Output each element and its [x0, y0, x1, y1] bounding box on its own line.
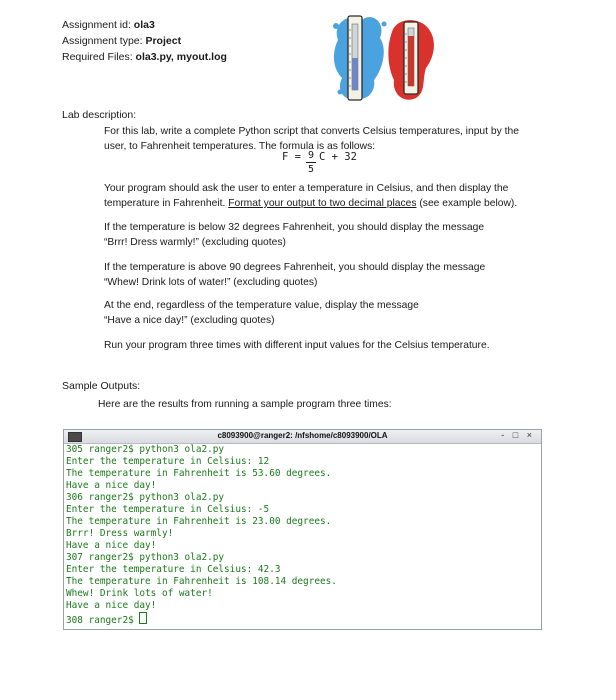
lab-end-paragraph	[104, 298, 544, 328]
terminal-window	[63, 429, 542, 630]
assignment-type	[62, 35, 181, 47]
formula-denominator: 5	[307, 164, 315, 175]
assignment-type-value: Project	[145, 35, 182, 47]
formula	[282, 151, 301, 163]
lab-ask-tail: (see example below).	[416, 198, 518, 209]
lab-below-line2: “Brrr! Dress warmly!” (excluding quotes)	[104, 237, 286, 248]
terminal-output	[64, 444, 541, 627]
formula-rhs: C + 32	[319, 151, 357, 163]
terminal-line: Enter the temperature in Celsius: -5	[66, 504, 270, 515]
lab-above-line1: If the temperature is above 90 degrees Fahrenheit, you should display the message	[104, 262, 486, 273]
required-files-value: ola3.py, myout.log	[135, 51, 227, 63]
sample-outputs-heading: Sample Outputs:	[62, 380, 141, 392]
lab-ask-paragraph	[104, 181, 544, 211]
lab-end-line2: “Have a nice day!” (excluding quotes)	[104, 315, 275, 326]
terminal-line: The temperature in Fahrenheit is 53.60 degrees.	[66, 468, 332, 479]
assignment-id-label: Assignment id:	[62, 19, 134, 31]
thermometers-icon	[330, 10, 440, 108]
terminal-line: The temperature in Fahrenheit is 108.14 degrees.	[66, 576, 337, 587]
terminal-line: 308 ranger2$	[66, 612, 541, 627]
terminal-line: Have a nice day!	[66, 600, 157, 611]
lab-ask-underlined: Format your output to two decimal places	[228, 198, 417, 209]
lab-ask-text: Your program should ask the user to enter a temperature in Celsius, and then display the temperature in Fahrenheit.	[104, 183, 509, 209]
terminal-line: The temperature in Fahrenheit is 23.00 degrees.	[66, 516, 332, 527]
terminal-line: Have a nice day!	[66, 540, 157, 551]
assignment-id	[62, 19, 155, 31]
terminal-title: c8093900@ranger2: /nfshome/c8093900/OLA	[217, 431, 388, 440]
lab-above-line2: “Whew! Drink lots of water!” (excluding quotes)	[104, 277, 318, 288]
lab-above-paragraph	[104, 260, 544, 290]
lab-run-paragraph: Run your program three times with different input values for the Celsius temperature.	[104, 340, 490, 351]
terminal-line: Enter the temperature in Celsius: 42.3	[66, 564, 281, 575]
terminal-line: 307 ranger2$ python3 ola2.py	[66, 552, 225, 563]
terminal-titlebar	[64, 430, 541, 444]
terminal-line: Have a nice day!	[66, 480, 157, 491]
terminal-line: Enter the temperature in Celsius: 12	[66, 456, 270, 467]
cursor-icon	[139, 612, 147, 624]
sample-outputs-intro: Here are the results from running a sample program three times:	[98, 399, 392, 410]
terminal-line: 305 ranger2$ python3 ola2.py	[66, 444, 225, 455]
assignment-type-label: Assignment type:	[62, 35, 146, 47]
terminal-line: Whew! Drink lots of water!	[66, 588, 213, 599]
lab-below-paragraph	[104, 220, 544, 250]
assignment-id-value: ola3	[133, 19, 155, 31]
formula-fraction	[306, 150, 316, 175]
lab-intro: For this lab, write a complete Python script that converts Celsius temperatures, input by the user, to Fahrenheit temperatures. The formula is as follows:	[104, 126, 519, 152]
terminal-line: Brrr! Dress warmly!	[66, 528, 174, 539]
required-files	[62, 51, 227, 63]
required-files-label: Required Files:	[62, 51, 136, 63]
lab-description-heading: Lab description:	[62, 109, 137, 121]
window-controls: - □ ×	[501, 430, 535, 440]
formula-numerator: 9	[307, 150, 315, 161]
lab-below-line1: If the temperature is below 32 degrees Fahrenheit, you should display the message	[104, 222, 485, 233]
formula-lhs: F =	[282, 151, 301, 163]
terminal-line: 306 ranger2$ python3 ola2.py	[66, 492, 225, 503]
lab-end-line1: At the end, regardless of the temperature value, display the message	[104, 300, 419, 311]
